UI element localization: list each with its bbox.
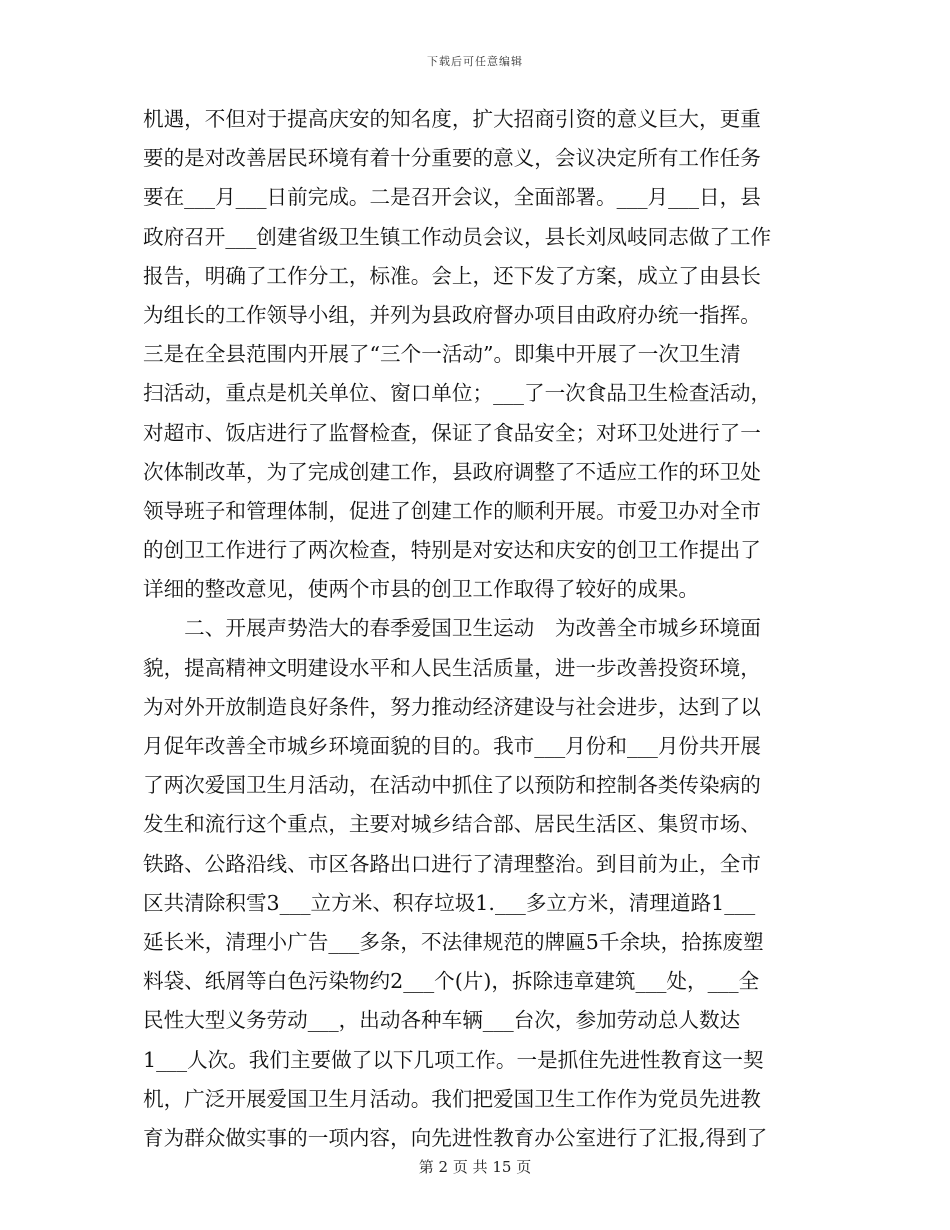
section-heading-line: 二、开展声势浩大的春季爱国卫生运动 为改善全市城乡环境面 [143,616,761,641]
page-number-footer: 第 2 页 共 15 页 [418,1158,532,1176]
text-line: 了两次爱国卫生月活动，在活动中抓住了以预防和控制各类传染病的 [143,773,761,798]
text-line: 扫活动，重点是机关单位、窗口单位；___了一次食品卫生检查活动， [143,381,772,406]
text-line: 机遇，不但对于提高庆安的知名度，扩大招商引资的意义巨大，更重 [143,107,761,131]
text-line: 区共清除积雪3___立方米、积存垃圾1.___多立方米，清理道路1___ [143,890,756,915]
text-line: 料袋、纸屑等白色污染物约2___个(片)，拆除违章建筑___处，___全 [143,969,760,994]
text-line: 延长米，清理小广告___多条，不法律规范的牌匾5千余块，拾拣废塑 [143,929,764,954]
document-body [143,100,813,1158]
text-line: 次体制改革，为了完成创建工作，县政府调整了不适应工作的环卫处 [143,459,761,484]
text-line: 为组长的工作领导小组，并列为县政府督办项目由政府办统一指挥。 [143,302,761,327]
text-line: 铁路、公路沿线、市区各路出口进行了清理整治。到目前为止，全市 [143,851,761,876]
text-line: 貌，提高精神文明建设水平和人民生活质量，进一步改善投资环境， [143,655,761,680]
text-line: 为对外开放制造良好条件，努力推动经济建设与社会进步，达到了以 [143,694,761,719]
text-line: 报告，明确了工作分工，标准。会上，还下发了方案，成立了由县长 [143,263,761,288]
text-line: 三是在全县范围内开展了“三个一活动”。即集中开展了一次卫生清 [143,342,741,367]
text-line: 领导班子和管理体制，促进了创建工作的顺利开展。市爱卫办对全市 [143,498,761,523]
text-line: 1___人次。我们主要做了以下几项工作。一是抓住先进性教育这一契 [143,1047,764,1072]
text-line: 民性大型义务劳动___，出动各种车辆___台次，参加劳动总人数达 [143,1008,741,1033]
text-line: 发生和流行这个重点，主要对城乡结合部、居民生活区、集贸市场、 [143,812,761,837]
text-line: 要在___月___日前完成。二是召开会议，全面部署。___月___日，县 [143,185,761,210]
text-line: 对超市、饭店进行了监督检查，保证了食品安全；对环卫处进行了一 [143,420,761,445]
text-line: 机，广泛开展爱国卫生月活动。我们把爱国卫生工作作为党员先进教 [143,1086,761,1111]
text-line: 育为群众做实事的一项内容，向先进性教育办公室进行了汇报,得到了 [143,1125,768,1150]
text-line: 要的是对改善居民环境有着十分重要的意义，会议决定所有工作任务 [143,146,761,171]
text-line: 政府召开___创建省级卫生镇工作动员会议，县长刘凤岐同志做了工作 [143,224,772,249]
text-line: 月促年改善全市城乡环境面貌的目的。我市___月份和___月份共开展 [143,734,761,758]
text-line: 的创卫工作进行了两次检查，特别是对安达和庆安的创卫工作提出了 [143,538,761,563]
page-header-note: 下载后可任意编辑 [427,55,523,68]
text-line: 详细的整改意见，使两个市县的创卫工作取得了较好的成果。 [143,577,700,602]
